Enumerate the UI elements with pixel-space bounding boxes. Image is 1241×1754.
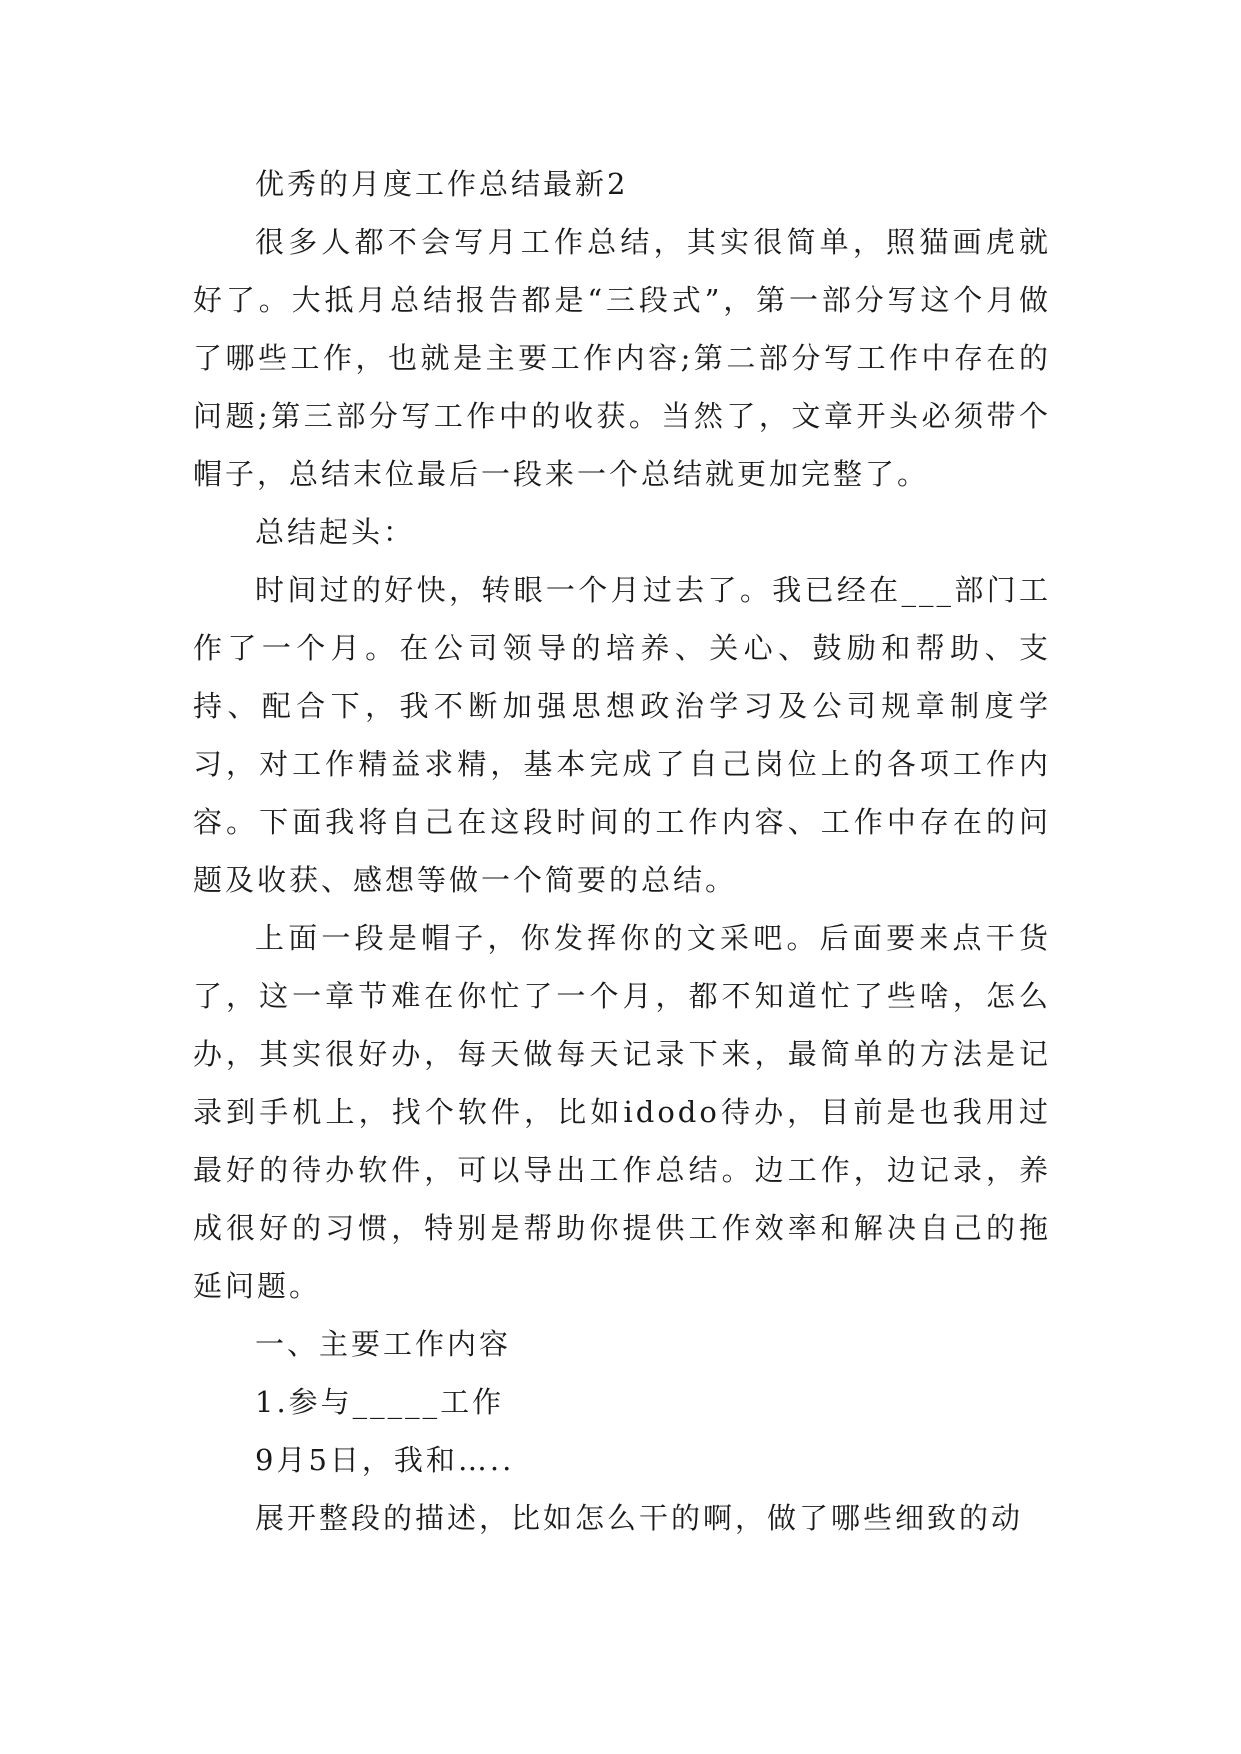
section-heading-main-work: 一、主要工作内容	[255, 1327, 512, 1361]
document-title: 优秀的月度工作总结最新2	[255, 167, 629, 201]
paragraph-heading-opening: 总结起头：	[255, 515, 416, 549]
paragraph-intro: 很多人都不会写月工作总结，其实很简单，照猫画虎就好了。大抵月总结报告都是“三段式”，第一部分写这个月做了哪些工作，也就是主要工作内容;第二部分写工作中存在的问题;第三部分写工作中的收获。当然了，文章开头必须带个帽子，总结末位最后一段来一个总结就更加完整了。	[193, 225, 1051, 491]
paragraph-advice: 上面一段是帽子，你发挥你的文采吧。后面要来点干货了，这一章节难在你忙了一个月，都不知道忙了些啥，怎么办，其实很好办，每天做每天记录下来，最简单的方法是记录到手机上，找个软件，比如idodo待办，目前是也我用过最好的待办软件，可以导出工作总结。边工作，边记录，养成很好的习惯，特别是帮助你提供工作效率和解决自己的拖延问题。	[193, 921, 1051, 1303]
subsection-heading-participate: 1.参与_____工作	[255, 1385, 505, 1419]
paragraph-date-entry: 9月5日，我和…..	[255, 1443, 515, 1477]
document-body	[193, 155, 1051, 1547]
paragraph-opening-sample: 时间过的好快，转眼一个月过去了。我已经在___部门工作了一个月。在公司领导的培养、关心、鼓励和帮助、支持、配合下，我不断加强思想政治学习及公司规章制度学习，对工作精益求精，基本完成了自己岗位上的各项工作内容。下面我将自己在这段时间的工作内容、工作中存在的问题及收获、感想等做一个简要的总结。	[193, 573, 1051, 897]
paragraph-expand-description: 展开整段的描述，比如怎么干的啊，做了哪些细致的动	[255, 1501, 1024, 1535]
